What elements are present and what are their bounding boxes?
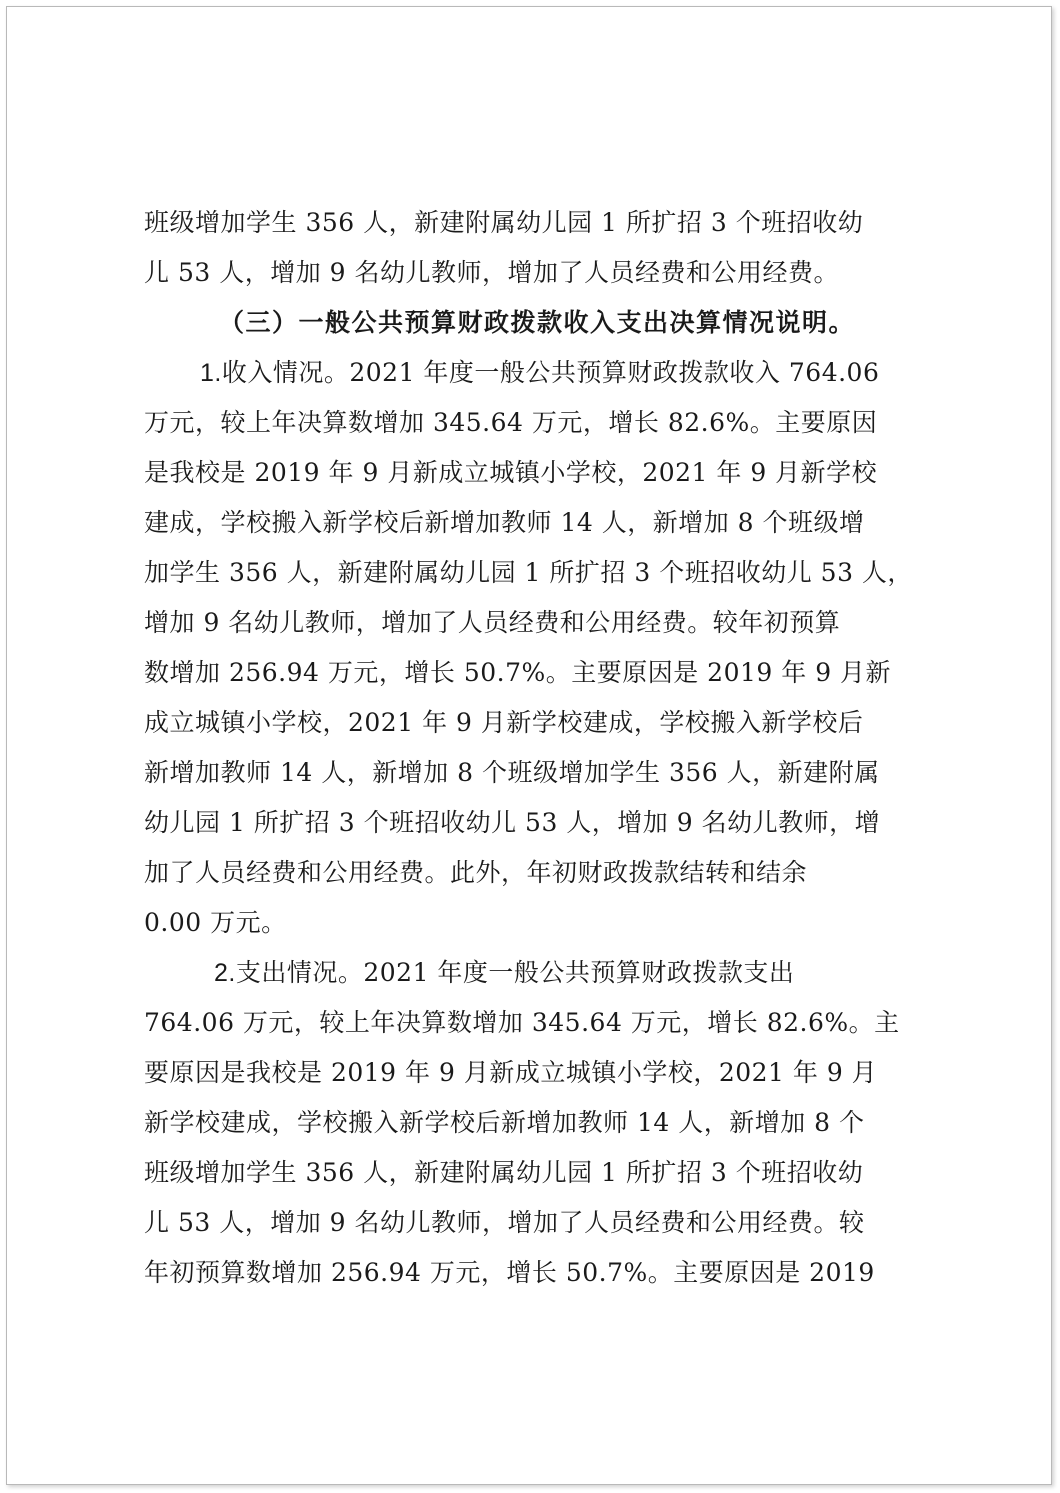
document-page bbox=[6, 6, 1052, 1485]
text-line-20: 班级增加学生 356 人，新建附属幼儿园 1 所扩招 3 个班招收幼 bbox=[144, 1158, 864, 1187]
list-number-1: 1. bbox=[200, 359, 222, 387]
text-line-8: 加学生 356 人，新建附属幼儿园 1 所扩招 3 个班招收幼儿 53 人， bbox=[144, 558, 913, 587]
text-line-22: 年初预算数增加 256.94 万元，增长 50.7%。主要原因是 2019 bbox=[144, 1258, 875, 1287]
text-line-6: 是我校是 2019 年 9 月新成立城镇小学校，2021 年 9 月新学校 bbox=[144, 458, 878, 487]
text-line-1: 班级增加学生 356 人，新建附属幼儿园 1 所扩招 3 个班招收幼 bbox=[144, 208, 864, 237]
text-line-4-body: 收入情况。2021 年度一般公共预算财政拨款收入 764.06 bbox=[221, 358, 880, 387]
section-heading: （三）一般公共预算财政拨款收入支出决算情况说明。 bbox=[219, 308, 856, 337]
text-line-13: 幼儿园 1 所扩招 3 个班招收幼儿 53 人，增加 9 名幼儿教师，增 bbox=[144, 808, 881, 837]
text-line-16 bbox=[214, 958, 794, 988]
text-line-12: 新增加教师 14 人，新增加 8 个班级增加学生 356 人，新建附属 bbox=[144, 758, 880, 787]
text-line-10: 数增加 256.94 万元，增长 50.7%。主要原因是 2019 年 9 月新 bbox=[144, 658, 892, 687]
list-number-2: 2. bbox=[214, 959, 236, 987]
text-line-9: 增加 9 名幼儿教师，增加了人员经费和公用经费。较年初预算 bbox=[144, 608, 841, 637]
text-line-14: 加了人员经费和公用经费。此外，年初财政拨款结转和结余 bbox=[144, 858, 808, 887]
text-line-21: 儿 53 人，增加 9 名幼儿教师，增加了人员经费和公用经费。较 bbox=[144, 1208, 865, 1237]
text-line-2: 儿 53 人，增加 9 名幼儿教师，增加了人员经费和公用经费。 bbox=[144, 258, 840, 287]
text-line-11: 成立城镇小学校，2021 年 9 月新学校建成，学校搬入新学校后 bbox=[144, 708, 864, 737]
text-line-15: 0.00 万元。 bbox=[144, 908, 287, 937]
text-line-7: 建成，学校搬入新学校后新增加教师 14 人，新增加 8 个班级增 bbox=[144, 508, 865, 537]
text-line-18: 要原因是我校是 2019 年 9 月新成立城镇小学校，2021 年 9 月 bbox=[144, 1058, 878, 1087]
text-line-4 bbox=[200, 358, 879, 388]
text-line-17: 764.06 万元，较上年决算数增加 345.64 万元，增长 82.6%。主 bbox=[144, 1008, 900, 1037]
text-line-16-body: 支出情况。2021 年度一般公共预算财政拨款支出 bbox=[235, 958, 795, 987]
text-line-19: 新学校建成，学校搬入新学校后新增加教师 14 人，新增加 8 个 bbox=[144, 1108, 865, 1137]
text-line-5: 万元，较上年决算数增加 345.64 万元，增长 82.6%。主要原因 bbox=[144, 408, 878, 437]
